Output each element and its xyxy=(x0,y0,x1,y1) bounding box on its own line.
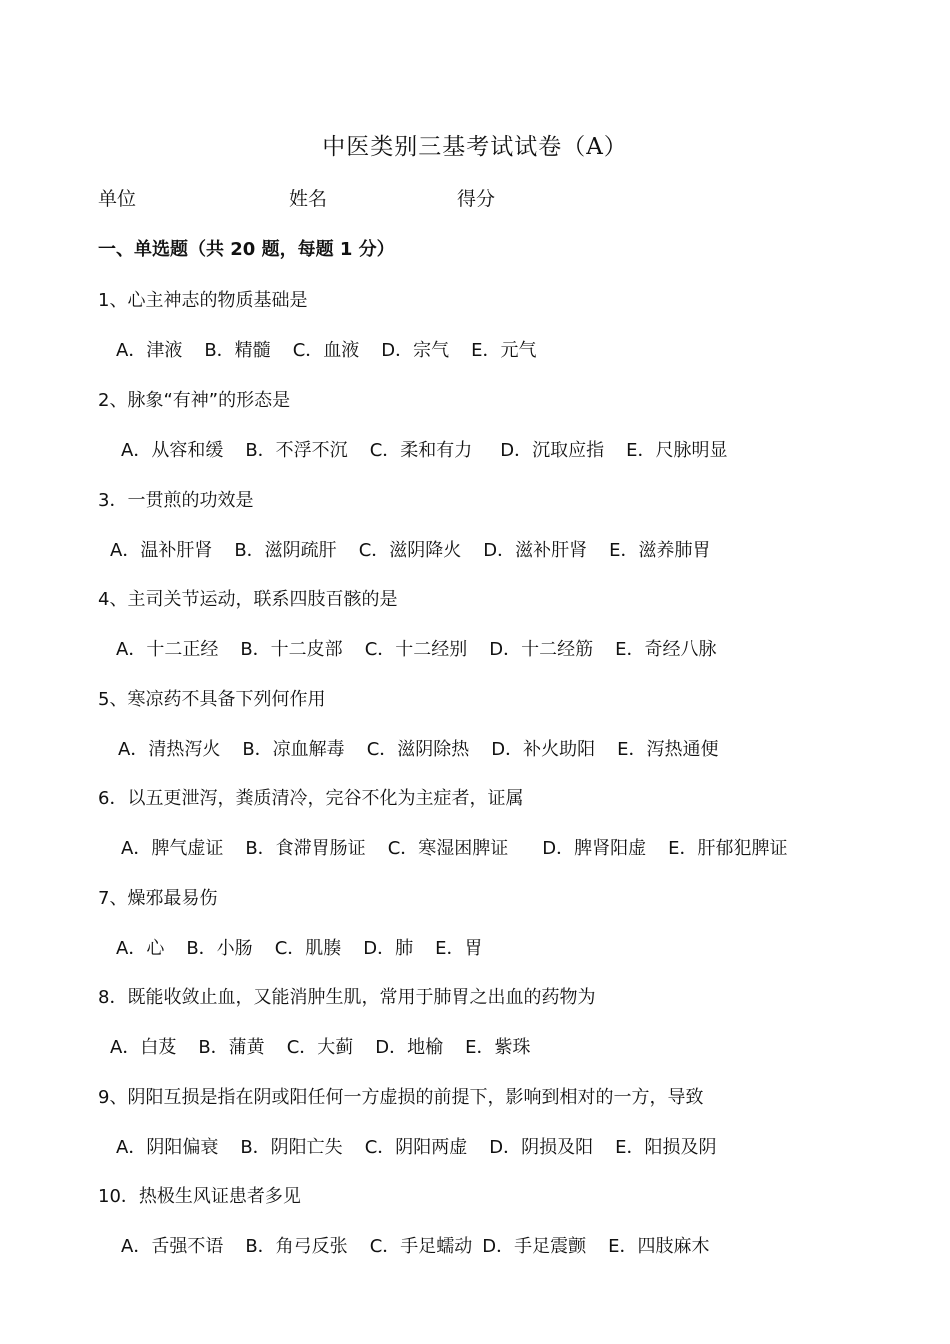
option-b: B．小肠 xyxy=(186,938,253,959)
option-a: A．舌强不语 xyxy=(121,1236,224,1257)
option-e: E．四肢麻木 xyxy=(608,1236,710,1257)
score-label: 得分 xyxy=(457,188,496,210)
question-options xyxy=(121,1232,710,1258)
option-d: D．十二经筋 xyxy=(489,639,594,660)
question-5 xyxy=(0,685,950,785)
option-d: D．沉取应指 xyxy=(500,440,605,461)
question-4 xyxy=(0,585,950,685)
option-a: A．白芨 xyxy=(110,1037,177,1058)
option-c: C．肌腠 xyxy=(274,938,342,959)
question-options xyxy=(116,336,537,362)
question-stem: 7、燥邪最易伤 xyxy=(98,888,218,909)
question-options xyxy=(116,635,717,661)
option-a: A．清热泻火 xyxy=(118,739,221,760)
option-b: B．不浮不沉 xyxy=(245,440,348,461)
question-2 xyxy=(0,386,950,486)
option-c: C．阴阳两虚 xyxy=(364,1137,468,1158)
unit-label: 单位 xyxy=(98,188,137,210)
option-d: D．脾肾阳虚 xyxy=(542,838,647,859)
option-c: C．血液 xyxy=(292,340,360,361)
question-1 xyxy=(0,286,950,386)
question-9 xyxy=(0,1083,950,1183)
question-options xyxy=(121,834,788,860)
question-stem: 9、阴阳互损是指在阴或阳任何一方虚损的前提下，影响到相对的一方，导致 xyxy=(98,1087,704,1108)
option-d: D．手足震颤 xyxy=(482,1236,587,1257)
option-d: D．肺 xyxy=(363,938,414,959)
option-e: E．尺脉明显 xyxy=(626,440,728,461)
option-e: E．泻热通便 xyxy=(617,739,719,760)
option-e: E．元气 xyxy=(471,340,537,361)
option-b: B．精髓 xyxy=(204,340,271,361)
option-e: E．紫珠 xyxy=(465,1037,531,1058)
section-title: 一、单选题（共 20 题，每题 1 分） xyxy=(98,239,395,260)
option-d: D．宗气 xyxy=(381,340,450,361)
option-c: C．大蓟 xyxy=(286,1037,354,1058)
question-stem: 2、脉象“有神”的形态是 xyxy=(98,390,291,411)
option-c: C．滋阴除热 xyxy=(366,739,470,760)
question-10 xyxy=(0,1182,950,1282)
question-8 xyxy=(0,983,950,1083)
option-a: A．十二正经 xyxy=(116,639,219,660)
option-b: B．滋阴疏肝 xyxy=(234,540,337,561)
option-e: E．滋养肺胃 xyxy=(609,540,711,561)
question-7 xyxy=(0,884,950,984)
option-d: D．滋补肝肾 xyxy=(483,540,588,561)
question-stem: 8．既能收敛止血，又能消肿生肌，常用于肺胃之出血的药物为 xyxy=(98,987,596,1008)
option-e: E．奇经八脉 xyxy=(615,639,717,660)
option-c: C．滋阴降火 xyxy=(358,540,462,561)
option-d: D．阴损及阳 xyxy=(489,1137,594,1158)
question-stem: 1、心主神志的物质基础是 xyxy=(98,290,308,311)
option-a: A．温补肝肾 xyxy=(110,540,213,561)
option-b: B．食滞胃肠证 xyxy=(245,838,366,859)
option-e: E．阳损及阴 xyxy=(615,1137,717,1158)
option-b: B．蒲黄 xyxy=(198,1037,265,1058)
exam-title: 中医类别三基考试试卷（A） xyxy=(322,134,628,160)
question-options xyxy=(110,1033,531,1059)
option-a: A．从容和缓 xyxy=(121,440,224,461)
option-c: C．柔和有力 xyxy=(369,440,473,461)
question-stem: 6．以五更泄泻，粪质清冷，完谷不化为主症者，证属 xyxy=(98,788,524,809)
option-d: D．补火助阳 xyxy=(491,739,596,760)
question-options xyxy=(118,735,719,761)
option-b: B．角弓反张 xyxy=(245,1236,348,1257)
option-a: A．心 xyxy=(116,938,165,959)
option-c: C．十二经别 xyxy=(364,639,468,660)
question-3 xyxy=(0,486,950,586)
option-a: A．阴阳偏衰 xyxy=(116,1137,219,1158)
option-c: C．手足蠕动 xyxy=(369,1236,473,1257)
question-options xyxy=(121,436,728,462)
question-stem: 10．热极生风证患者多见 xyxy=(98,1186,301,1207)
question-options xyxy=(116,1133,717,1159)
question-6 xyxy=(0,784,950,884)
question-stem: 3．一贯煎的功效是 xyxy=(98,490,254,511)
option-e: E．肝郁犯脾证 xyxy=(668,838,788,859)
option-a: A．脾气虚证 xyxy=(121,838,224,859)
option-e: E．胃 xyxy=(435,938,483,959)
option-b: B．十二皮部 xyxy=(240,639,343,660)
option-d: D．地榆 xyxy=(375,1037,444,1058)
question-stem: 4、主司关节运动，联系四肢百骸的是 xyxy=(98,589,398,610)
option-a: A．津液 xyxy=(116,340,183,361)
option-b: B．阴阳亡失 xyxy=(240,1137,343,1158)
question-stem: 5、寒凉药不具备下列何作用 xyxy=(98,689,326,710)
option-c: C．寒湿困脾证 xyxy=(387,838,509,859)
name-label: 姓名 xyxy=(289,188,328,210)
exam-header xyxy=(0,184,950,212)
question-options xyxy=(116,934,483,960)
question-options xyxy=(110,536,711,562)
option-b: B．凉血解毒 xyxy=(242,739,345,760)
